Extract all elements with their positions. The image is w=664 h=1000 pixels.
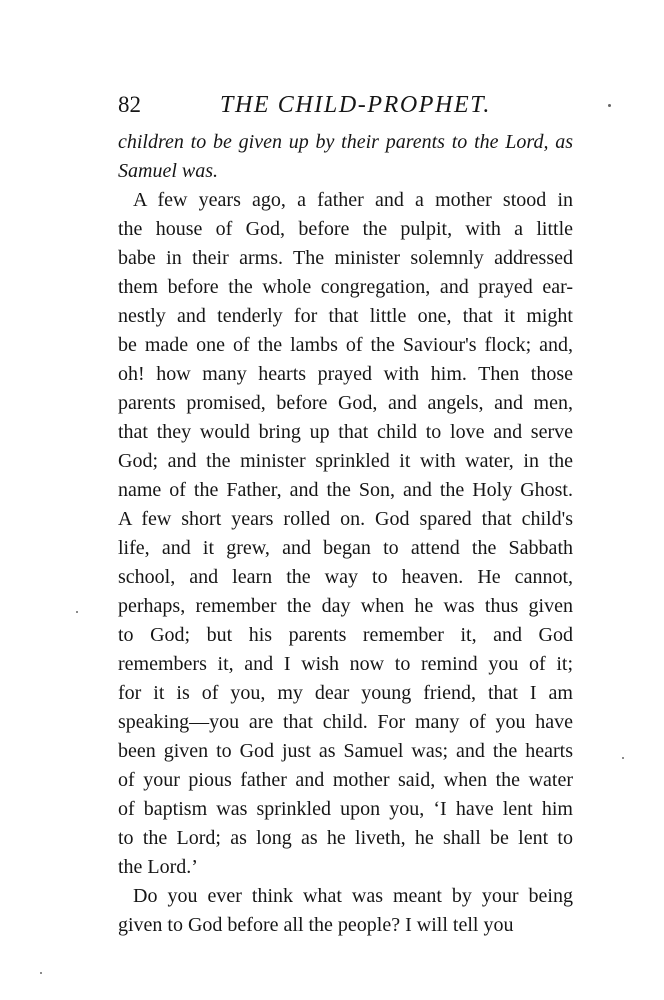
page-speck <box>622 757 624 759</box>
text-line: A few years ago, a father and a mother stood in <box>133 189 573 211</box>
text-line: name of the Father, and the Son, and the Holy Ghost. <box>118 479 573 501</box>
text-line: for it is of you, my dear young friend, that I am <box>118 682 573 704</box>
text-line: that they would bring up that child to love and serve <box>118 421 573 443</box>
text-line: them before the whole congregation, and prayed ear- <box>118 276 573 298</box>
text-line: Samuel was. <box>118 160 218 182</box>
text-line: given to God before all the people? I will tell you <box>118 914 514 936</box>
text-line: perhaps, remember the day when he was thus given <box>118 595 573 617</box>
text-line: the Lord.’ <box>118 856 198 878</box>
text-line: nestly and tenderly for that little one, that it might <box>118 305 573 327</box>
text-line: life, and it grew, and began to attend the Sabbath <box>118 537 573 559</box>
text-line: babe in their arms. The minister solemnly addressed <box>118 247 573 269</box>
text-line: of your pious father and mother said, when the water <box>118 769 573 791</box>
text-line: of baptism was sprinkled upon you, ‘I have lent him <box>118 798 573 820</box>
text-line: remembers it, and I wish now to remind you of it; <box>118 653 573 675</box>
body-text <box>118 128 573 940</box>
text-line: Do you ever think what was meant by your being <box>133 885 573 907</box>
text-line: God; and the minister sprinkled it with water, in the <box>118 450 573 472</box>
page-speck <box>608 104 611 107</box>
running-title: THE CHILD-PROPHET. <box>220 92 492 118</box>
page-number: 82 <box>118 92 141 117</box>
page-speck <box>76 611 78 613</box>
text-line: parents promised, before God, and angels, and men, <box>118 392 573 414</box>
text-line: to the Lord; as long as he liveth, he shall be lent to <box>118 827 573 849</box>
text-line: oh! how many hearts prayed with him. Then those <box>118 363 573 385</box>
text-line: to God; but his parents remember it, and God <box>118 624 573 646</box>
text-line: children to be given up by their parents to the Lord, as <box>118 131 573 153</box>
text-line: the house of God, before the pulpit, with a little <box>118 218 573 240</box>
text-line: A few short years rolled on. God spared that child's <box>118 508 573 530</box>
text-line: speaking—you are that child. For many of you have <box>118 711 573 733</box>
text-line: been given to God just as Samuel was; and the hearts <box>118 740 573 762</box>
page-header <box>118 90 573 120</box>
page-speck <box>40 972 42 974</box>
text-line: be made one of the lambs of the Saviour's flock; and, <box>118 334 573 356</box>
text-line: school, and learn the way to heaven. He cannot, <box>118 566 573 588</box>
